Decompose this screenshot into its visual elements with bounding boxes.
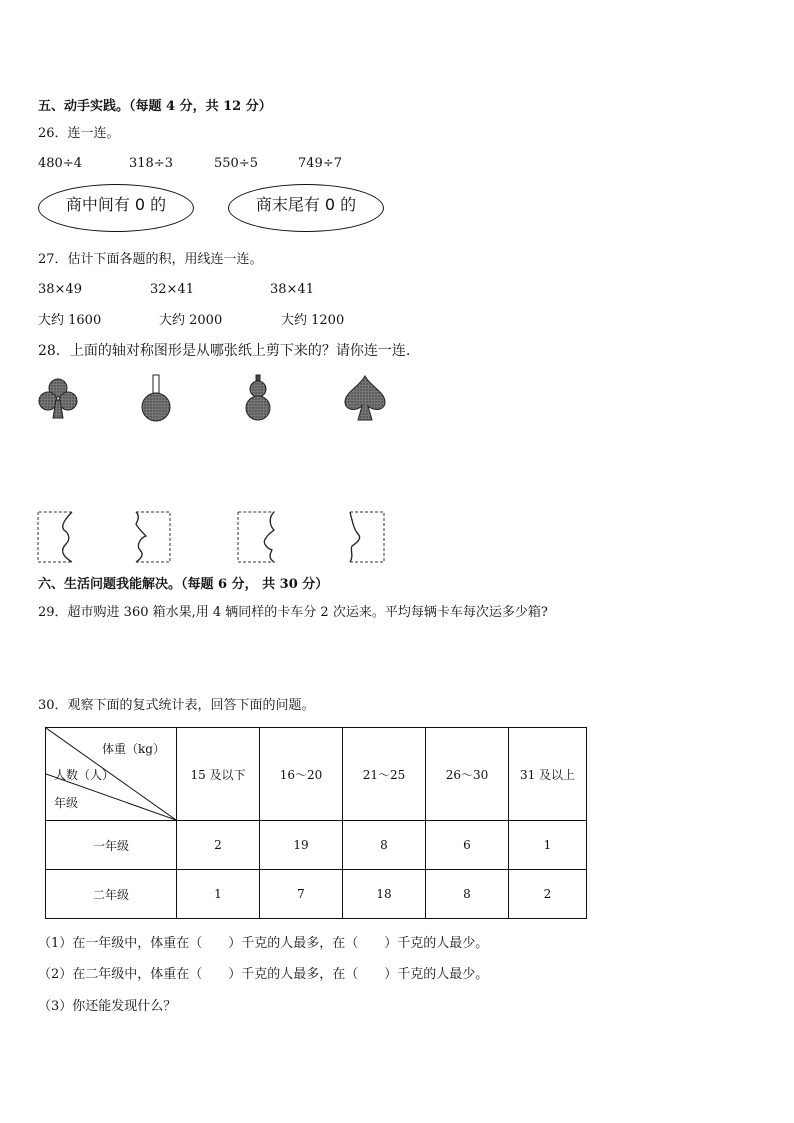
corner-count-label: 人数（人） xyxy=(54,768,115,782)
table-cell: 6 xyxy=(426,821,509,870)
table-row xyxy=(46,821,587,870)
q26-expr-3: 550÷5 xyxy=(214,156,258,171)
q27-expr-3: 38×41 xyxy=(270,282,314,297)
q26-expr-2: 318÷3 xyxy=(129,156,173,171)
oval-end-zero-label: 商末尾有 0 的 xyxy=(255,194,357,214)
spade-icon[interactable] xyxy=(342,374,388,422)
oval-middle-zero-label: 商中间有 0 的 xyxy=(65,194,167,214)
q27-answer-3: 大约 1200 xyxy=(281,313,345,328)
q27-answer-1: 大约 1600 xyxy=(38,313,102,328)
row-label: 一年级 xyxy=(46,821,177,870)
column-header: 31 及以上 xyxy=(509,728,587,821)
table-cell: 1 xyxy=(177,870,260,919)
q26-expr-1: 480÷4 xyxy=(38,156,82,171)
paper-cut-3[interactable] xyxy=(236,510,280,564)
gourd-icon[interactable] xyxy=(240,374,276,422)
paper-cut-4[interactable] xyxy=(344,510,388,564)
question-29: 29．超市购进 360 箱水果,用 4 辆同样的卡车分 2 次运来。平均每辆卡车每次运多少箱? xyxy=(38,605,548,620)
table-row xyxy=(46,870,587,919)
table-cell: 8 xyxy=(426,870,509,919)
paper-cut-2[interactable] xyxy=(130,510,174,564)
q30-subquestion-1: （1）在一年级中，体重在（ ）千克的人最多，在（ ）千克的人最少。 xyxy=(38,936,489,951)
q30-subquestion-2: （2）在二年级中，体重在（ ）千克的人最多，在（ ）千克的人最少。 xyxy=(38,967,489,982)
table-cell: 7 xyxy=(260,870,343,919)
table-cell: 8 xyxy=(343,821,426,870)
column-header: 21～25 xyxy=(343,728,426,821)
racket-icon[interactable] xyxy=(138,374,174,422)
q26-expr-4: 749÷7 xyxy=(298,156,342,171)
question-26-title: 26．连一连。 xyxy=(38,126,120,141)
column-header: 26～30 xyxy=(426,728,509,821)
question-28-title: 28．上面的轴对称图形是从哪张纸上剪下来的？请你连一连. xyxy=(38,343,411,359)
question-27-title: 27．估计下面各题的积，用线连一连。 xyxy=(38,252,263,267)
club-icon[interactable] xyxy=(36,376,80,420)
row-label: 二年级 xyxy=(46,870,177,919)
table-cell: 1 xyxy=(509,821,587,870)
q27-answer-2: 大约 2000 xyxy=(159,313,223,328)
table-cell: 2 xyxy=(509,870,587,919)
table-cell: 19 xyxy=(260,821,343,870)
paper-cut-1[interactable] xyxy=(36,510,78,564)
section-5-heading: 五、动手实践。（每题 4 分，共 12 分） xyxy=(38,99,272,114)
q27-expr-1: 38×49 xyxy=(38,282,82,297)
q27-expr-2: 32×41 xyxy=(150,282,194,297)
table-corner-cell xyxy=(46,728,177,821)
stats-table xyxy=(45,727,587,919)
section-6-heading: 六、生活问题我能解决。（每题 6 分， 共 30 分） xyxy=(38,577,329,592)
corner-weight-label: 体重（kg） xyxy=(102,742,165,756)
column-header: 15 及以下 xyxy=(177,728,260,821)
table-cell: 2 xyxy=(177,821,260,870)
q30-subquestion-3: （3）你还能发现什么？ xyxy=(38,999,177,1014)
column-header: 16～20 xyxy=(260,728,343,821)
corner-grade-label: 年级 xyxy=(54,796,79,810)
oval-end-zero[interactable] xyxy=(228,184,384,232)
question-30-title: 30．观察下面的复式统计表，回答下面的问题。 xyxy=(38,698,315,713)
oval-middle-zero[interactable] xyxy=(38,184,194,232)
table-cell: 18 xyxy=(343,870,426,919)
